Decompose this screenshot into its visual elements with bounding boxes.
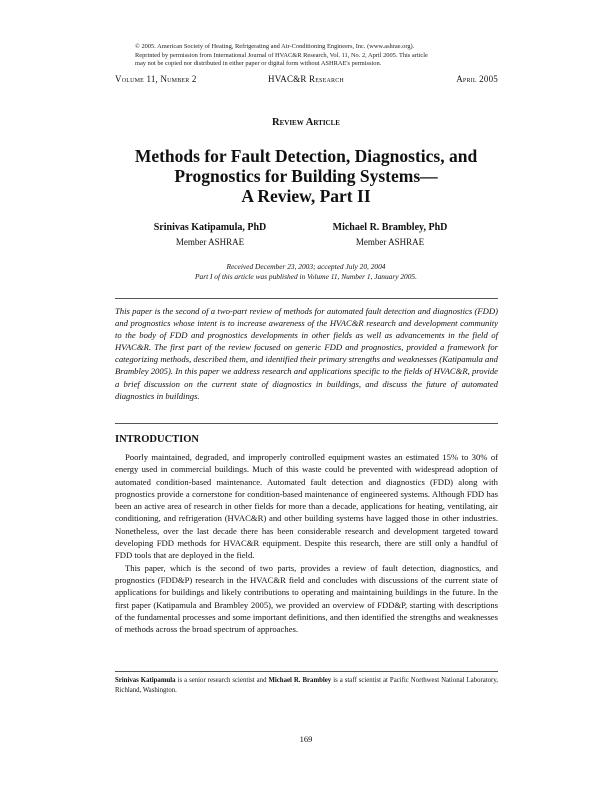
- author-affiliation-2: Member ASHRAE: [355, 237, 425, 247]
- author-name-1: Srinivas Katipamula, PhD: [153, 222, 267, 233]
- part-one-note: Part I of this article was published in Volume 11, Number 1, January 2005.: [195, 272, 417, 281]
- author-name-2: Michael R. Brambley, PhD: [332, 222, 448, 233]
- received-dates: Received December 23, 2003; accepted July 20, 2004: [226, 262, 386, 271]
- footnote-author-2: Michael R. Brambley: [268, 677, 332, 684]
- copyright-line-1: © 2005. American Society of Heating, Refrigerating and Air-Conditioning Engineers, Inc. (www.ashrae.org).: [135, 43, 415, 50]
- footnote: [115, 676, 498, 695]
- body-text: [115, 451, 498, 635]
- page-number: 169: [299, 734, 313, 744]
- title-line-2: Prognostics for Building Systems—: [174, 166, 438, 186]
- section-heading: INTRODUCTION: [115, 434, 200, 445]
- footnote-author-1: Srinivas Katipamula: [115, 677, 176, 684]
- abstract-top-rule: [115, 298, 498, 299]
- copyright-line-3: may not be copied nor distributed in either paper or digital form without ASHRAE's permission.: [135, 60, 382, 68]
- copyright-notice: [135, 43, 480, 69]
- abstract-bottom-rule: [115, 423, 498, 424]
- article-title: [100, 146, 512, 206]
- copyright-line-2: Reprinted by permission from International Journal of HVAC&R Research, Vol. 11, No. 2, April 2005. This article: [135, 51, 428, 59]
- received-info: [100, 262, 512, 282]
- abstract-text: This paper is the second of a two-part review of methods for automated fault detection and diagnostics (FDD) and prognostics whose intent is to increase awareness of the HVAC&R research and development community to the body of FDD and prognostics developments in other fields as well as advancements in the field of HVAC&R. The first part of the review focused on generic FDD and prognostics, provided a framework for categorizing methods, described them, and identified their primary strengths and weaknesses (Katipamula and Brambley 2005). In this paper we address research and applications specific to the fields of HVAC&R, provide a brief discussion on the current state of diagnostics in buildings, and discuss the future of automated diagnostics in buildings.: [115, 306, 498, 401]
- author-affiliation-1: Member ASHRAE: [175, 237, 245, 247]
- footnote-rule: [115, 671, 498, 672]
- article-type-label: Review Article: [272, 117, 340, 128]
- footnote-text-2: is a staff scientist at Pacific Northwest National Laboratory, Richland, Washington.: [115, 677, 498, 694]
- title-line-3: A Review, Part II: [241, 186, 371, 206]
- running-head-date: April 2005: [456, 74, 498, 84]
- paragraph-2: This paper, which is the second of two parts, provides a review of fault detection, diagnostics, and prognostics (FDD&P) research in the HVAC&R field and concludes with discussions of the current state of applications for buildings and likely contributions to operating and maintaining buildings in the future. In the first paper (Katipamula and Brambley 2005), we provided an overview of FDD&P, starting with descriptions of the fundamental processes and some important definitions, and then identified the strengths and weaknesses of methods across the broad spectrum of approaches.: [115, 562, 498, 635]
- paragraph-1: Poorly maintained, degraded, and improperly controlled equipment wastes an estimated 15% to 30% of energy used in commercial buildings. Much of this waste could be prevented with widespread adoption of automated condition-based maintenance. Automated fault detection and diagnostics (FDD) along with prognostics provide a cornerstone for condition-based maintenance of engineered systems. Although FDD has been an active area of research in other fields for more than a decade, applications for heating, ventilating, air conditioning, and refrigeration (HVAC&R) and other building systems have lagged those in other industries. Nonetheless, over the last decade there has been considerable research and development targeted toward developing FDD methods for HVAC&R equipment. Despite this research, there are still only a handful of FDD tools that are deployed in the field.: [115, 452, 498, 561]
- footnote-text-1: is a senior research scientist and: [175, 677, 269, 684]
- title-line-1: Methods for Fault Detection, Diagnostics, and: [134, 146, 478, 166]
- running-head-volume: Volume 11, Number 2: [115, 74, 197, 84]
- running-head-journal: HVAC&R Research: [268, 74, 344, 84]
